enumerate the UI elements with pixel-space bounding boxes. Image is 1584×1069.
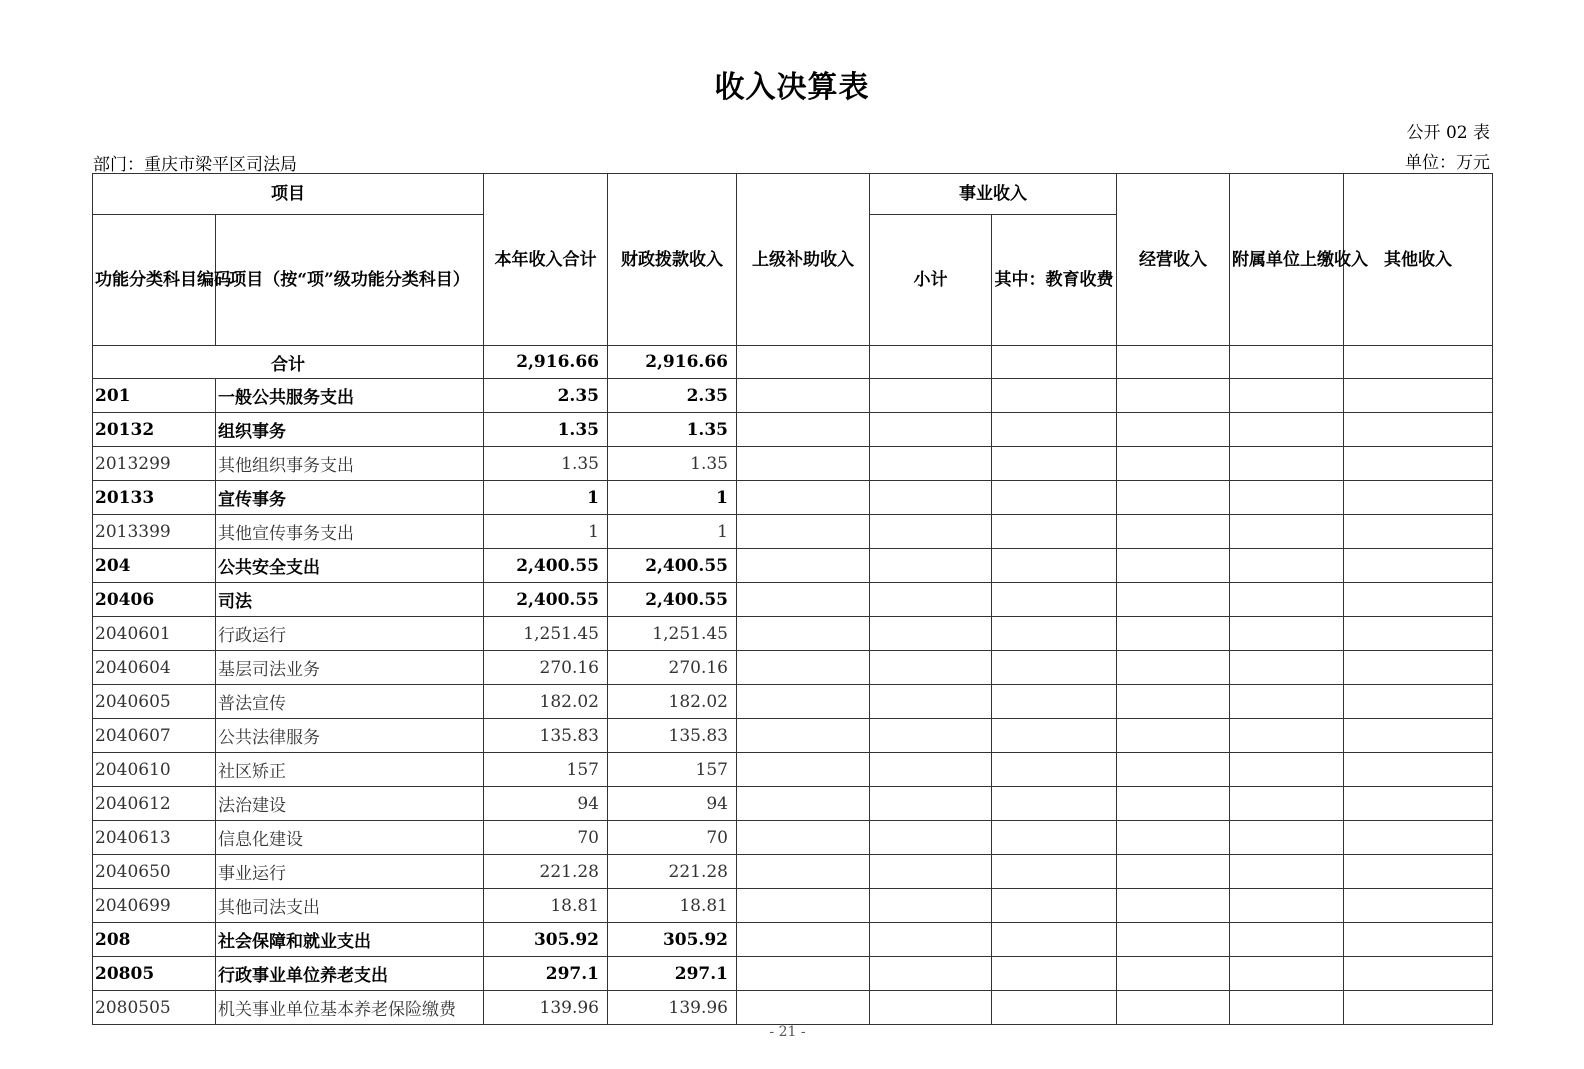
empty-cell: [1230, 481, 1344, 515]
empty-cell: [870, 346, 992, 379]
row-code: 20132: [93, 413, 216, 447]
empty-cell: [992, 991, 1117, 1025]
empty-cell: [1344, 617, 1493, 651]
empty-cell: [737, 481, 870, 515]
table-body: [93, 379, 1493, 1025]
empty-cell: [992, 515, 1117, 549]
page-title: 收入决算表: [714, 70, 870, 105]
income-table: [92, 173, 1493, 1025]
empty-cell: [1344, 651, 1493, 685]
table-row: [93, 379, 1493, 413]
row-name: 机关事业单位基本养老保险缴费: [216, 991, 484, 1025]
empty-cell: [1117, 346, 1230, 379]
empty-cell: [870, 481, 992, 515]
table-row: [93, 685, 1493, 719]
empty-cell: [1117, 651, 1230, 685]
department-label: 部门：重庆市梁平区司法局: [93, 155, 297, 175]
empty-cell: [992, 413, 1117, 447]
empty-cell: [1344, 991, 1493, 1025]
row-total: 182.02: [484, 685, 608, 719]
row-name: 其他宣传事务支出: [216, 515, 484, 549]
empty-cell: [737, 583, 870, 617]
empty-cell: [1117, 889, 1230, 923]
empty-cell: [870, 413, 992, 447]
empty-cell: [1344, 447, 1493, 481]
empty-cell: [1117, 753, 1230, 787]
empty-cell: [1117, 855, 1230, 889]
empty-cell: [870, 787, 992, 821]
empty-cell: [1117, 583, 1230, 617]
empty-cell: [737, 549, 870, 583]
row-fiscal: 1.35: [608, 447, 737, 481]
empty-cell: [870, 447, 992, 481]
row-code: 2040604: [93, 651, 216, 685]
table-row: [93, 447, 1493, 481]
empty-cell: [992, 685, 1117, 719]
empty-cell: [870, 617, 992, 651]
row-fiscal: 1: [608, 481, 737, 515]
row-code: 201: [93, 379, 216, 413]
header-other: 其他收入: [1344, 174, 1493, 346]
row-total: 1,251.45: [484, 617, 608, 651]
empty-cell: [870, 753, 992, 787]
row-code: 2040610: [93, 753, 216, 787]
empty-cell: [992, 855, 1117, 889]
empty-cell: [1117, 957, 1230, 991]
row-fiscal: 18.81: [608, 889, 737, 923]
header-total: 本年收入合计: [484, 174, 608, 346]
empty-cell: [1344, 413, 1493, 447]
empty-cell: [1117, 447, 1230, 481]
empty-cell: [992, 651, 1117, 685]
empty-cell: [870, 549, 992, 583]
table-row: [93, 583, 1493, 617]
empty-cell: [1117, 923, 1230, 957]
row-code: 2040607: [93, 719, 216, 753]
row-name: 信息化建设: [216, 821, 484, 855]
row-fiscal: 1: [608, 515, 737, 549]
empty-cell: [737, 685, 870, 719]
empty-cell: [737, 515, 870, 549]
row-name: 其他组织事务支出: [216, 447, 484, 481]
empty-cell: [1117, 413, 1230, 447]
row-name: 司法: [216, 583, 484, 617]
row-fiscal: 139.96: [608, 991, 737, 1025]
row-code: 2040601: [93, 617, 216, 651]
table-row: [93, 549, 1493, 583]
empty-cell: [737, 753, 870, 787]
header-affiliated: 附属单位上缴收入: [1230, 174, 1344, 346]
empty-cell: [1230, 821, 1344, 855]
empty-cell: [1230, 889, 1344, 923]
empty-cell: [737, 413, 870, 447]
empty-cell: [1230, 617, 1344, 651]
row-name: 一般公共服务支出: [216, 379, 484, 413]
empty-cell: [1117, 685, 1230, 719]
empty-cell: [1230, 549, 1344, 583]
empty-cell: [1117, 549, 1230, 583]
empty-cell: [992, 346, 1117, 379]
empty-cell: [1344, 549, 1493, 583]
sum-label: 合计: [93, 346, 484, 379]
row-fiscal: 2.35: [608, 379, 737, 413]
empty-cell: [1230, 957, 1344, 991]
row-total: 1.35: [484, 447, 608, 481]
empty-cell: [1230, 651, 1344, 685]
empty-cell: [870, 583, 992, 617]
row-name: 行政事业单位养老支出: [216, 957, 484, 991]
empty-cell: [870, 923, 992, 957]
empty-cell: [1117, 617, 1230, 651]
empty-cell: [1230, 855, 1344, 889]
row-fiscal: 135.83: [608, 719, 737, 753]
row-name: 社区矫正: [216, 753, 484, 787]
empty-cell: [737, 346, 870, 379]
empty-cell: [870, 685, 992, 719]
empty-cell: [870, 719, 992, 753]
empty-cell: [1344, 957, 1493, 991]
row-code: 20406: [93, 583, 216, 617]
row-total: 2,400.55: [484, 549, 608, 583]
row-total: 221.28: [484, 855, 608, 889]
header-code: 功能分类科目编码: [93, 215, 216, 346]
table-row: [93, 481, 1493, 515]
row-fiscal: 2,400.55: [608, 549, 737, 583]
empty-cell: [737, 787, 870, 821]
empty-cell: [992, 821, 1117, 855]
row-total: 1.35: [484, 413, 608, 447]
empty-cell: [1230, 923, 1344, 957]
empty-cell: [737, 855, 870, 889]
empty-cell: [870, 991, 992, 1025]
empty-cell: [1230, 719, 1344, 753]
empty-cell: [737, 923, 870, 957]
empty-cell: [870, 651, 992, 685]
empty-cell: [737, 991, 870, 1025]
empty-cell: [737, 379, 870, 413]
table-row: [93, 413, 1493, 447]
empty-cell: [1230, 447, 1344, 481]
empty-cell: [1344, 753, 1493, 787]
header-superior: 上级补助收入: [737, 174, 870, 346]
row-fiscal: 221.28: [608, 855, 737, 889]
row-name: 事业运行: [216, 855, 484, 889]
empty-cell: [992, 787, 1117, 821]
empty-cell: [992, 481, 1117, 515]
sum-fiscal: 2,916.66: [608, 346, 737, 379]
table-row: [93, 515, 1493, 549]
row-name: 其他司法支出: [216, 889, 484, 923]
empty-cell: [737, 651, 870, 685]
row-total: 1: [484, 481, 608, 515]
row-name: 普法宣传: [216, 685, 484, 719]
form-id: 公开 02 表: [1406, 123, 1490, 143]
row-total: 305.92: [484, 923, 608, 957]
row-fiscal: 94: [608, 787, 737, 821]
row-total: 297.1: [484, 957, 608, 991]
row-total: 135.83: [484, 719, 608, 753]
row-name: 公共安全支出: [216, 549, 484, 583]
empty-cell: [737, 617, 870, 651]
row-total: 139.96: [484, 991, 608, 1025]
row-code: 2040650: [93, 855, 216, 889]
empty-cell: [992, 549, 1117, 583]
row-code: 2013399: [93, 515, 216, 549]
empty-cell: [870, 821, 992, 855]
header-education: 其中：教育收费: [992, 215, 1117, 346]
row-code: 2040699: [93, 889, 216, 923]
row-name: 法治建设: [216, 787, 484, 821]
empty-cell: [992, 583, 1117, 617]
empty-cell: [1117, 787, 1230, 821]
row-total: 2,400.55: [484, 583, 608, 617]
table-row: [93, 855, 1493, 889]
row-fiscal: 305.92: [608, 923, 737, 957]
empty-cell: [1230, 685, 1344, 719]
empty-cell: [1117, 515, 1230, 549]
row-name: 组织事务: [216, 413, 484, 447]
empty-cell: [1117, 719, 1230, 753]
header-subtotal: 小计: [870, 215, 992, 346]
empty-cell: [1344, 379, 1493, 413]
empty-cell: [1230, 346, 1344, 379]
empty-cell: [992, 923, 1117, 957]
row-fiscal: 157: [608, 753, 737, 787]
empty-cell: [870, 379, 992, 413]
table-row: [93, 787, 1493, 821]
row-total: 2.35: [484, 379, 608, 413]
table-row: [93, 719, 1493, 753]
empty-cell: [1344, 787, 1493, 821]
empty-cell: [992, 379, 1117, 413]
empty-cell: [1230, 413, 1344, 447]
empty-cell: [992, 957, 1117, 991]
row-name: 社会保障和就业支出: [216, 923, 484, 957]
header-name: 项目（按“项”级功能分类科目）: [216, 215, 484, 346]
empty-cell: [992, 617, 1117, 651]
row-name: 宣传事务: [216, 481, 484, 515]
empty-cell: [737, 889, 870, 923]
page-number: - 21 -: [769, 1024, 806, 1040]
table-row: [93, 651, 1493, 685]
empty-cell: [1230, 515, 1344, 549]
row-fiscal: 270.16: [608, 651, 737, 685]
row-fiscal: 70: [608, 821, 737, 855]
empty-cell: [1230, 753, 1344, 787]
row-total: 18.81: [484, 889, 608, 923]
empty-cell: [870, 957, 992, 991]
empty-cell: [737, 957, 870, 991]
row-fiscal: 182.02: [608, 685, 737, 719]
empty-cell: [870, 889, 992, 923]
header-operating: 经营收入: [1117, 174, 1230, 346]
row-total: 157: [484, 753, 608, 787]
row-code: 20805: [93, 957, 216, 991]
table-row: [93, 957, 1493, 991]
empty-cell: [1230, 379, 1344, 413]
row-fiscal: 1,251.45: [608, 617, 737, 651]
empty-cell: [1344, 889, 1493, 923]
empty-cell: [737, 821, 870, 855]
header-business: 事业收入: [870, 174, 1117, 215]
empty-cell: [1230, 583, 1344, 617]
row-code: 2040605: [93, 685, 216, 719]
empty-cell: [1344, 923, 1493, 957]
row-name: 公共法律服务: [216, 719, 484, 753]
row-total: 70: [484, 821, 608, 855]
table-row: [93, 889, 1493, 923]
empty-cell: [1344, 719, 1493, 753]
row-total: 1: [484, 515, 608, 549]
empty-cell: [1117, 821, 1230, 855]
row-code: 20133: [93, 481, 216, 515]
empty-cell: [1344, 685, 1493, 719]
empty-cell: [1230, 991, 1344, 1025]
header-project: 项目: [93, 174, 484, 215]
row-name: 行政运行: [216, 617, 484, 651]
table-row: [93, 923, 1493, 957]
empty-cell: [1117, 481, 1230, 515]
empty-cell: [870, 855, 992, 889]
empty-cell: [737, 719, 870, 753]
row-fiscal: 1.35: [608, 413, 737, 447]
empty-cell: [1344, 855, 1493, 889]
empty-cell: [870, 515, 992, 549]
empty-cell: [1344, 346, 1493, 379]
row-fiscal: 2,400.55: [608, 583, 737, 617]
empty-cell: [1344, 821, 1493, 855]
table-row: [93, 821, 1493, 855]
empty-cell: [1230, 787, 1344, 821]
empty-cell: [1117, 379, 1230, 413]
empty-cell: [1344, 515, 1493, 549]
table-row: [93, 617, 1493, 651]
table-row: [93, 753, 1493, 787]
row-code: 2080505: [93, 991, 216, 1025]
empty-cell: [992, 719, 1117, 753]
header-fiscal: 财政拨款收入: [608, 174, 737, 346]
empty-cell: [992, 753, 1117, 787]
empty-cell: [1117, 991, 1230, 1025]
unit-label: 单位：万元: [1405, 153, 1490, 173]
row-total: 270.16: [484, 651, 608, 685]
empty-cell: [992, 889, 1117, 923]
table-row: [93, 991, 1493, 1025]
row-code: 204: [93, 549, 216, 583]
row-name: 基层司法业务: [216, 651, 484, 685]
row-fiscal: 297.1: [608, 957, 737, 991]
row-code: 2040612: [93, 787, 216, 821]
sum-total: 2,916.66: [484, 346, 608, 379]
row-code: 2040613: [93, 821, 216, 855]
row-code: 208: [93, 923, 216, 957]
row-total: 94: [484, 787, 608, 821]
empty-cell: [737, 447, 870, 481]
empty-cell: [1344, 481, 1493, 515]
row-code: 2013299: [93, 447, 216, 481]
empty-cell: [1344, 583, 1493, 617]
empty-cell: [992, 447, 1117, 481]
